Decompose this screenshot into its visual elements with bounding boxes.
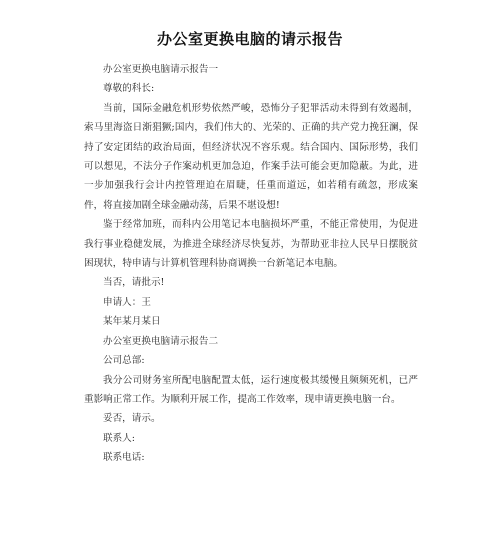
- situation-paragraph: 当前，国际金融危机形势依然严峻，恐怖分子犯罪活动未得到有效遏制，索马里海盗日渐猖獗;国内，我们伟大的、光荣的、正确的共产党力挽狂澜，保持了安定团结的政治局面，但经济状况不容乐观。结合国内、国际形势，我们可以想见，不法分子作案动机更加急迫，作案手法可能会更加隐蔽。为此，进一步加强我行会计内控管理迫在眉睫，任重而道远，如若稍有疏忽，形成案件，将直接加剧全球金融动荡，后果不堪设想!: [84, 102, 418, 211]
- finance-request-paragraph: 我分公司财务室所配电脑配置太低，运行速度极其缓慢且频频死机，已严重影响正常工作。为顺利开展工作，提高工作效率，现申请更换电脑一台。: [84, 374, 418, 405]
- approval-request-two: 妥否，请示。: [103, 413, 161, 425]
- contact-phone-line: 联系电话:: [103, 452, 145, 464]
- contact-person-line: 联系人:: [103, 432, 136, 444]
- salutation-headquarters: 公司总部:: [103, 355, 145, 367]
- salutation-chief: 尊敬的科长:: [103, 83, 155, 95]
- report-two-heading: 办公室更换电脑请示报告二: [103, 335, 219, 347]
- document-title: 办公室更换电脑的请示报告: [156, 30, 343, 48]
- report-one-heading: 办公室更换电脑请示报告一: [103, 64, 219, 75]
- request-paragraph: 鉴于经常加班，而科内公用笔记本电脑损坏严重，不能正常使用，为促进我行事业稳健发展，为推进全球经济尽快复苏，为帮助亚非拉人民早日摆脱贫困现状，特申请与计算机管理科协商调换一台新笔记本电脑。: [84, 219, 418, 270]
- date-line: 某年某月某日: [103, 316, 161, 328]
- applicant-line: 申请人：王: [103, 296, 151, 308]
- approval-request: 当否，请批示!: [103, 277, 165, 289]
- document-body: [84, 60, 418, 468]
